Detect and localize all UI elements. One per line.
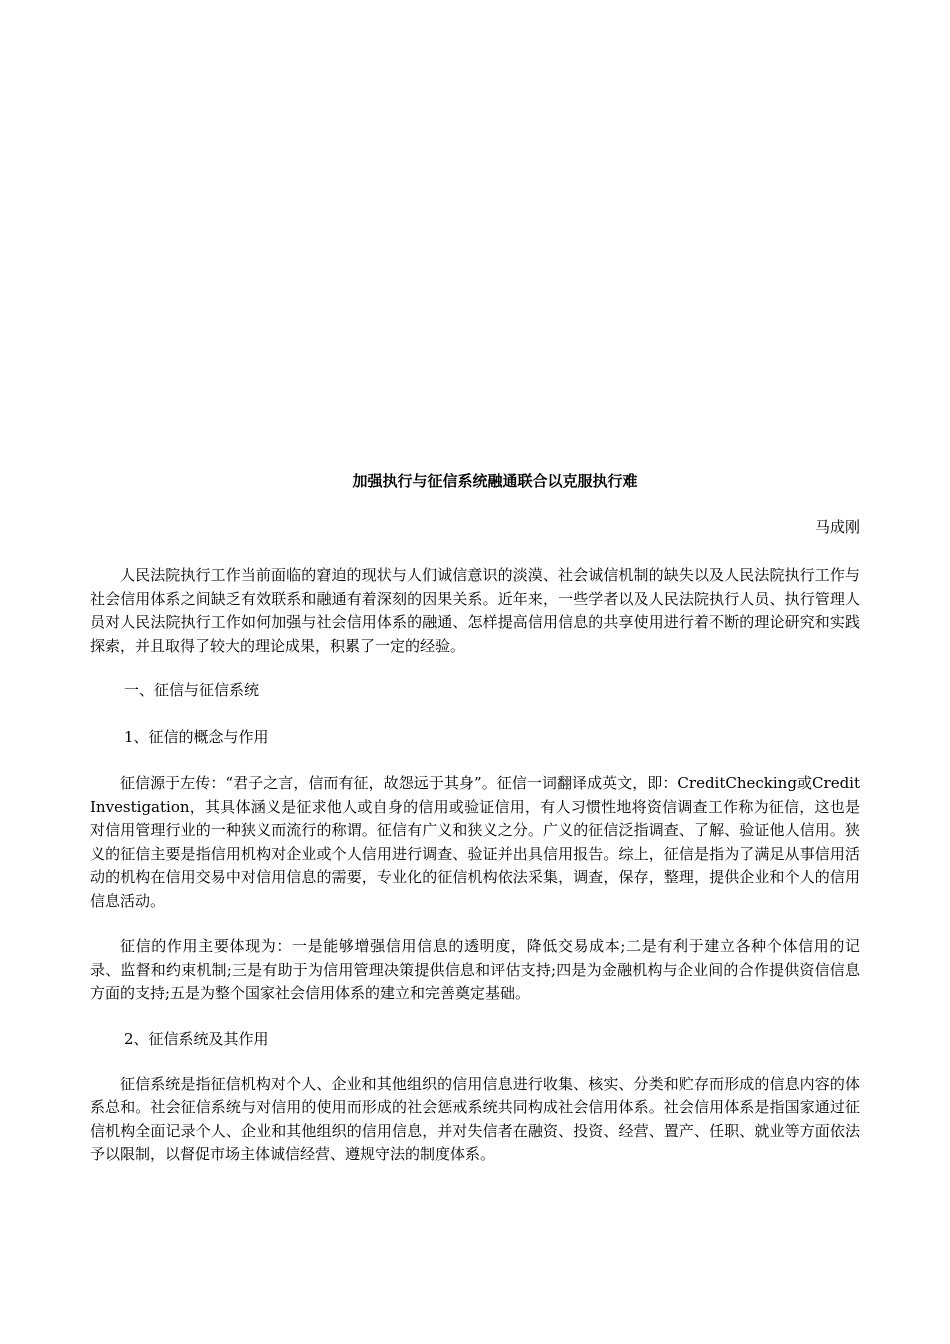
paragraph-credit-system: 征信系统是指征信机构对个人、企业和其他组织的信用信息进行收集、核实、分类和贮存而形成的信息内容的体系总和。社会征信系统与对信用的使用而形成的社会惩戒系统共同构成社会信用体系。社会信用体系是指国家通过征信机构全面记录个人、企业和其他组织的信用信息，并对失信者在融资、投资、经营、置产、任职、就业等方面依法予以限制，以督促市场主体诚信经营、遵规守法的制度体系。 bbox=[90, 1074, 860, 1163]
paragraph-credit-functions: 征信的作用主要体现为：一是能够增强信用信息的透明度，降低交易成本;二是有利于建立各种个体信用的记录、监督和约束机制;三是有助于为信用管理决策提供信息和评估支持;四是为金融机构与企业间的合作提供资信信息方面的支持;五是为整个国家社会信用体系的建立和完善奠定基础。 bbox=[90, 937, 860, 1002]
document-page bbox=[90, 470, 860, 1167]
paragraph-intro: 人民法院执行工作当前面临的窘迫的现状与人们诚信意识的淡漠、社会诚信机制的缺失以及人民法院执行工作与社会信用体系之间缺乏有效联系和融通有着深刻的因果关系。近年来，一些学者以及人民法院执行人员、执行管理人员对人民法院执行工作如何加强与社会信用体系的融通、怎样提高信用信息的共享使用进行着不断的理论研究和实践探索，并且取得了较大的理论成果，积累了一定的经验。 bbox=[90, 566, 860, 655]
section-heading-1: 一、征信与征信系统 bbox=[124, 681, 260, 699]
author-name: 马成刚 bbox=[814, 518, 860, 536]
paragraph-credit-concept: 征信源于左传：“君子之言，信而有征，故怨远于其身”。征信一词翻译成英文，即：CreditChecking或Credit Investigation，其具体涵义是征求他人或自身的信用或验证信用，有人习惯性地将资信调查工作称为征信，这也是对信用管理行业的一种狭义而流行的称谓。征信有广义和狭义之分。广义的征信泛指调查、了解、验证他人信用。狭义的征信主要是指信用机构对企业或个人信用进行调查、验证并出具信用报告。综上，征信是指为了满足从事信用活动的机构在信用交易中对信用信息的需要，专业化的征信机构依法采集，调查，保存，整理，提供企业和个人的信用信息活动。 bbox=[90, 774, 860, 910]
document-title: 加强执行与征信系统融通联合以克服执行难 bbox=[352, 472, 638, 490]
subsection-heading-2: 2、征信系统及其作用 bbox=[124, 1029, 269, 1048]
subsection-heading-1: 1、征信的概念与作用 bbox=[124, 728, 269, 746]
